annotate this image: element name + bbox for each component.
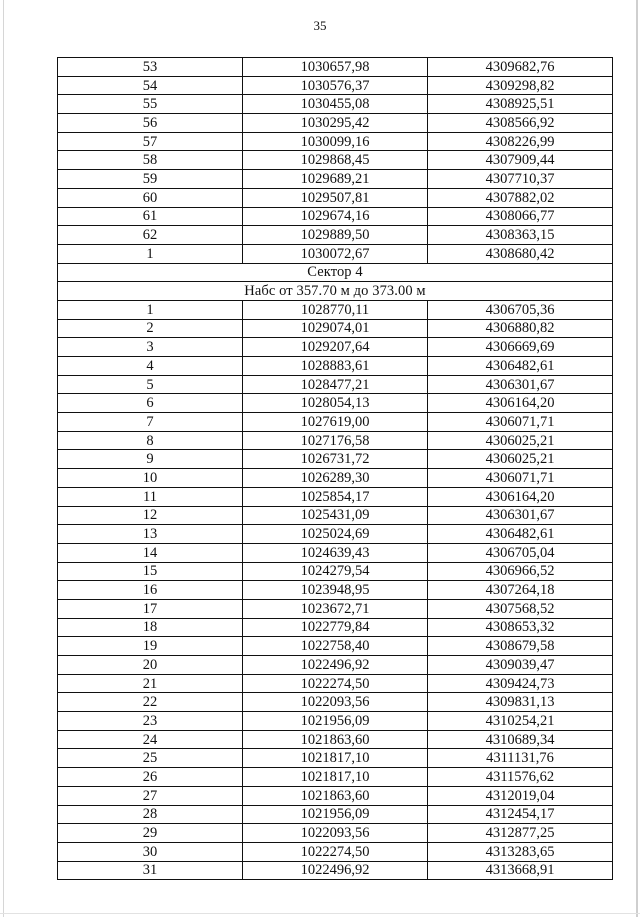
table-row	[58, 375, 613, 394]
x-coordinate-cell: 1021817,10	[243, 768, 428, 787]
y-coordinate-cell: 4309831,13	[428, 693, 613, 712]
y-coordinate-cell: 4306164,20	[428, 487, 613, 506]
point-number-cell: 3	[58, 338, 243, 357]
y-coordinate-cell: 4313283,65	[428, 842, 613, 861]
y-coordinate-cell: 4309298,82	[428, 76, 613, 95]
point-number-cell: 13	[58, 525, 243, 544]
point-number-cell: 18	[58, 618, 243, 637]
point-number-cell: 60	[58, 188, 243, 207]
point-number-cell: 2	[58, 319, 243, 338]
scan-edge-bottom	[0, 913, 640, 914]
x-coordinate-cell: 1029074,01	[243, 319, 428, 338]
x-coordinate-cell: 1022779,84	[243, 618, 428, 637]
y-coordinate-cell: 4310254,21	[428, 712, 613, 731]
y-coordinate-cell: 4309424,73	[428, 674, 613, 693]
y-coordinate-cell: 4308363,15	[428, 226, 613, 245]
point-number-cell: 62	[58, 226, 243, 245]
x-coordinate-cell: 1022093,56	[243, 824, 428, 843]
point-number-cell: 8	[58, 431, 243, 450]
sector-title: Сектор 4	[58, 263, 613, 282]
table-row	[58, 805, 613, 824]
y-coordinate-cell: 4306966,52	[428, 562, 613, 581]
point-number-cell: 20	[58, 656, 243, 675]
y-coordinate-cell: 4307882,02	[428, 188, 613, 207]
point-number-cell: 5	[58, 375, 243, 394]
x-coordinate-cell: 1028054,13	[243, 394, 428, 413]
point-number-cell: 1	[58, 244, 243, 263]
sector-range-row	[58, 282, 613, 301]
point-number-cell: 54	[58, 76, 243, 95]
table-row	[58, 394, 613, 413]
y-coordinate-cell: 4306025,21	[428, 450, 613, 469]
point-number-cell: 23	[58, 712, 243, 731]
table-row	[58, 749, 613, 768]
y-coordinate-cell: 4306669,69	[428, 338, 613, 357]
x-coordinate-cell: 1028770,11	[243, 300, 428, 319]
x-coordinate-cell: 1030576,37	[243, 76, 428, 95]
x-coordinate-cell: 1029889,50	[243, 226, 428, 245]
table-row	[58, 114, 613, 133]
point-number-cell: 59	[58, 170, 243, 189]
x-coordinate-cell: 1021863,60	[243, 730, 428, 749]
table-row	[58, 469, 613, 488]
x-coordinate-cell: 1023948,95	[243, 581, 428, 600]
table-row	[58, 58, 613, 77]
table-row	[58, 450, 613, 469]
table-row	[58, 525, 613, 544]
x-coordinate-cell: 1021956,09	[243, 712, 428, 731]
x-coordinate-cell: 1030295,42	[243, 114, 428, 133]
table-row	[58, 506, 613, 525]
point-number-cell: 12	[58, 506, 243, 525]
table-row	[58, 244, 613, 263]
y-coordinate-cell: 4311576,62	[428, 768, 613, 787]
point-number-cell: 1	[58, 300, 243, 319]
table-row	[58, 338, 613, 357]
coordinates-table-body	[58, 58, 613, 880]
point-number-cell: 10	[58, 469, 243, 488]
table-row	[58, 861, 613, 880]
point-number-cell: 27	[58, 786, 243, 805]
y-coordinate-cell: 4308066,77	[428, 207, 613, 226]
scan-edge-left	[3, 0, 4, 917]
point-number-cell: 56	[58, 114, 243, 133]
x-coordinate-cell: 1029689,21	[243, 170, 428, 189]
table-row	[58, 599, 613, 618]
y-coordinate-cell: 4310689,34	[428, 730, 613, 749]
x-coordinate-cell: 1026289,30	[243, 469, 428, 488]
y-coordinate-cell: 4308566,92	[428, 114, 613, 133]
x-coordinate-cell: 1030072,67	[243, 244, 428, 263]
point-number-cell: 7	[58, 413, 243, 432]
y-coordinate-cell: 4312019,04	[428, 786, 613, 805]
x-coordinate-cell: 1022496,92	[243, 861, 428, 880]
y-coordinate-cell: 4312454,17	[428, 805, 613, 824]
table-row	[58, 768, 613, 787]
x-coordinate-cell: 1025431,09	[243, 506, 428, 525]
x-coordinate-cell: 1027176,58	[243, 431, 428, 450]
sector-range: Набс от 357.70 м до 373.00 м	[58, 282, 613, 301]
table-row	[58, 300, 613, 319]
y-coordinate-cell: 4311131,76	[428, 749, 613, 768]
y-coordinate-cell: 4308679,58	[428, 637, 613, 656]
y-coordinate-cell: 4308226,99	[428, 132, 613, 151]
y-coordinate-cell: 4306482,61	[428, 525, 613, 544]
table-row	[58, 413, 613, 432]
point-number-cell: 29	[58, 824, 243, 843]
point-number-cell: 57	[58, 132, 243, 151]
point-number-cell: 6	[58, 394, 243, 413]
y-coordinate-cell: 4309039,47	[428, 656, 613, 675]
x-coordinate-cell: 1021817,10	[243, 749, 428, 768]
y-coordinate-cell: 4308925,51	[428, 95, 613, 114]
x-coordinate-cell: 1026731,72	[243, 450, 428, 469]
point-number-cell: 19	[58, 637, 243, 656]
x-coordinate-cell: 1025854,17	[243, 487, 428, 506]
point-number-cell: 24	[58, 730, 243, 749]
table-row	[58, 170, 613, 189]
y-coordinate-cell: 4306071,71	[428, 413, 613, 432]
table-row	[58, 207, 613, 226]
sector-title-row	[58, 263, 613, 282]
point-number-cell: 26	[58, 768, 243, 787]
x-coordinate-cell: 1022093,56	[243, 693, 428, 712]
table-row	[58, 637, 613, 656]
point-number-cell: 55	[58, 95, 243, 114]
table-row	[58, 95, 613, 114]
y-coordinate-cell: 4306301,67	[428, 506, 613, 525]
x-coordinate-cell: 1022274,50	[243, 842, 428, 861]
x-coordinate-cell: 1029207,64	[243, 338, 428, 357]
table-row	[58, 562, 613, 581]
y-coordinate-cell: 4313668,91	[428, 861, 613, 880]
y-coordinate-cell: 4306071,71	[428, 469, 613, 488]
y-coordinate-cell: 4306301,67	[428, 375, 613, 394]
table-row	[58, 431, 613, 450]
table-row	[58, 581, 613, 600]
y-coordinate-cell: 4307710,37	[428, 170, 613, 189]
point-number-cell: 53	[58, 58, 243, 77]
y-coordinate-cell: 4306705,36	[428, 300, 613, 319]
table-row	[58, 543, 613, 562]
table-row	[58, 188, 613, 207]
point-number-cell: 58	[58, 151, 243, 170]
table-row	[58, 357, 613, 376]
y-coordinate-cell: 4312877,25	[428, 824, 613, 843]
point-number-cell: 9	[58, 450, 243, 469]
table-row	[58, 151, 613, 170]
table-row	[58, 132, 613, 151]
table-row	[58, 786, 613, 805]
y-coordinate-cell: 4307568,52	[428, 599, 613, 618]
x-coordinate-cell: 1030657,98	[243, 58, 428, 77]
x-coordinate-cell: 1029507,81	[243, 188, 428, 207]
coordinates-sheet	[57, 57, 612, 880]
point-number-cell: 11	[58, 487, 243, 506]
x-coordinate-cell: 1025024,69	[243, 525, 428, 544]
point-number-cell: 25	[58, 749, 243, 768]
point-number-cell: 16	[58, 581, 243, 600]
point-number-cell: 21	[58, 674, 243, 693]
x-coordinate-cell: 1022758,40	[243, 637, 428, 656]
point-number-cell: 31	[58, 861, 243, 880]
point-number-cell: 17	[58, 599, 243, 618]
coordinates-table	[57, 57, 613, 880]
x-coordinate-cell: 1021956,09	[243, 805, 428, 824]
table-row	[58, 674, 613, 693]
x-coordinate-cell: 1030455,08	[243, 95, 428, 114]
table-row	[58, 487, 613, 506]
point-number-cell: 15	[58, 562, 243, 581]
table-row	[58, 656, 613, 675]
y-coordinate-cell: 4307909,44	[428, 151, 613, 170]
x-coordinate-cell: 1023672,71	[243, 599, 428, 618]
scan-edge-right	[636, 0, 638, 917]
point-number-cell: 22	[58, 693, 243, 712]
y-coordinate-cell: 4306880,82	[428, 319, 613, 338]
x-coordinate-cell: 1022274,50	[243, 674, 428, 693]
table-row	[58, 618, 613, 637]
table-row	[58, 76, 613, 95]
y-coordinate-cell: 4309682,76	[428, 58, 613, 77]
point-number-cell: 14	[58, 543, 243, 562]
x-coordinate-cell: 1030099,16	[243, 132, 428, 151]
page-number: 35	[313, 18, 327, 33]
x-coordinate-cell: 1029868,45	[243, 151, 428, 170]
x-coordinate-cell: 1028883,61	[243, 357, 428, 376]
y-coordinate-cell: 4306164,20	[428, 394, 613, 413]
point-number-cell: 61	[58, 207, 243, 226]
y-coordinate-cell: 4308653,32	[428, 618, 613, 637]
x-coordinate-cell: 1024279,54	[243, 562, 428, 581]
x-coordinate-cell: 1021863,60	[243, 786, 428, 805]
y-coordinate-cell: 4306482,61	[428, 357, 613, 376]
x-coordinate-cell: 1027619,00	[243, 413, 428, 432]
point-number-cell: 4	[58, 357, 243, 376]
table-row	[58, 842, 613, 861]
table-row	[58, 319, 613, 338]
x-coordinate-cell: 1028477,21	[243, 375, 428, 394]
table-row	[58, 693, 613, 712]
y-coordinate-cell: 4306705,04	[428, 543, 613, 562]
y-coordinate-cell: 4306025,21	[428, 431, 613, 450]
table-row	[58, 824, 613, 843]
table-row	[58, 226, 613, 245]
y-coordinate-cell: 4308680,42	[428, 244, 613, 263]
point-number-cell: 30	[58, 842, 243, 861]
y-coordinate-cell: 4307264,18	[428, 581, 613, 600]
x-coordinate-cell: 1024639,43	[243, 543, 428, 562]
x-coordinate-cell: 1029674,16	[243, 207, 428, 226]
table-row	[58, 712, 613, 731]
x-coordinate-cell: 1022496,92	[243, 656, 428, 675]
table-row	[58, 730, 613, 749]
point-number-cell: 28	[58, 805, 243, 824]
